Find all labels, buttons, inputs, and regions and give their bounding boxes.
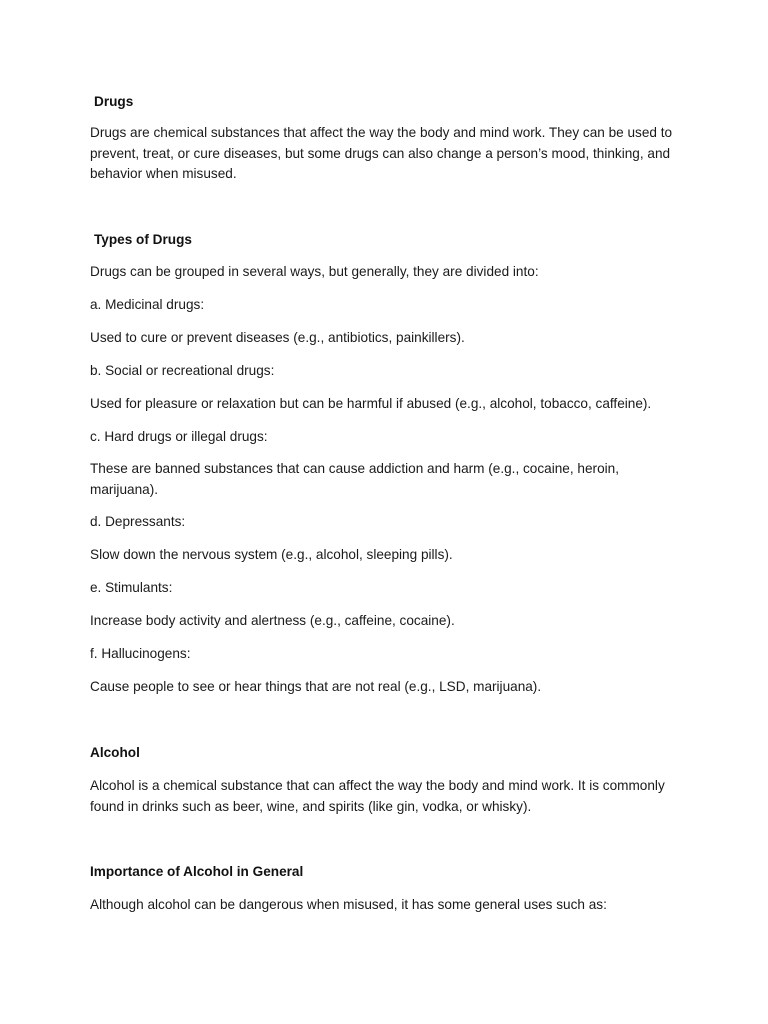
heading-importance-of-alcohol: Importance of Alcohol in General — [90, 864, 304, 879]
list-item-label: a. Medicinal drugs: — [90, 297, 205, 312]
list-item-description: These are banned substances that can cause addiction and harm (e.g., cocaine, heroin, marijuana). — [90, 461, 619, 497]
list-item-description: Used to cure or prevent diseases (e.g., antibiotics, painkillers). — [90, 330, 465, 345]
list-item-description: Slow down the nervous system (e.g., alcohol, sleeping pills). — [90, 547, 453, 562]
list-item-description: Cause people to see or hear things that are not real (e.g., LSD, marijuana). — [90, 679, 542, 694]
paragraph-drugs-intro: Drugs are chemical substances that affect the way the body and mind work. They can be used to prevent, treat, or cure diseases, but some drugs can also change a person’s mood, thinking, and behavior when misused. — [90, 125, 673, 181]
list-item-label: c. Hard drugs or illegal drugs: — [90, 429, 268, 444]
list-item-label: f. Hallucinogens: — [90, 646, 191, 661]
heading-types-of-drugs: Types of Drugs — [94, 232, 192, 247]
paragraph-types-intro: Drugs can be grouped in several ways, but generally, they are divided into: — [90, 264, 539, 279]
heading-drugs: Drugs — [94, 94, 134, 109]
list-item-label: e. Stimulants: — [90, 580, 173, 595]
list-item-description: Increase body activity and alertness (e.g., caffeine, cocaine). — [90, 613, 455, 628]
list-item-label: d. Depressants: — [90, 514, 186, 529]
paragraph-alcohol-intro: Alcohol is a chemical substance that can affect the way the body and mind work. It is commonly found in drinks such as beer, wine, and spirits (like gin, vodka, or whisky). — [90, 778, 665, 814]
list-item-label: b. Social or recreational drugs: — [90, 363, 275, 378]
heading-alcohol: Alcohol — [90, 745, 140, 760]
list-item-description: Used for pleasure or relaxation but can be harmful if abused (e.g., alcohol, tobacco, caffeine). — [90, 396, 652, 411]
paragraph-importance-intro: Although alcohol can be dangerous when misused, it has some general uses such as: — [90, 897, 607, 912]
